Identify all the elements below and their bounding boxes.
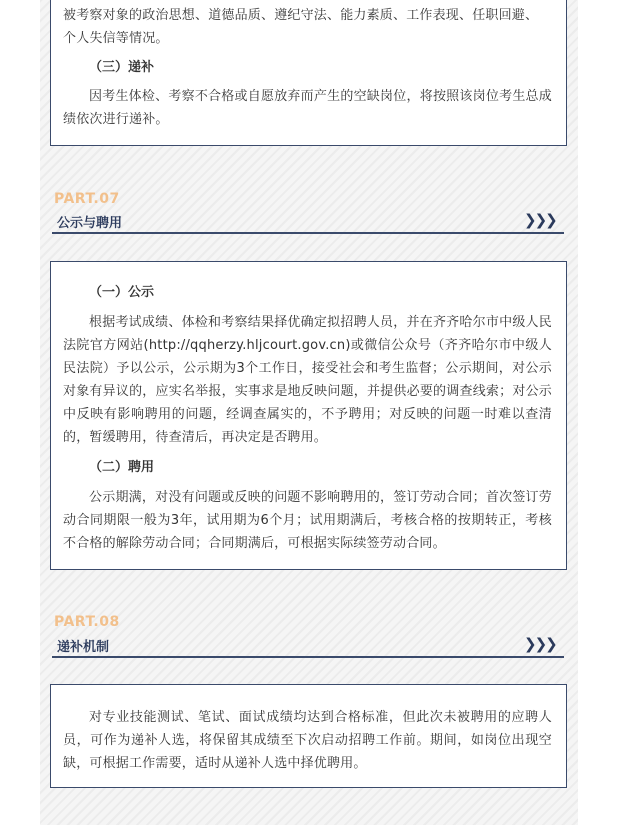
paragraph-text: 对专业技能测试、笔试、面试成绩均达到合格标准，但此次未被聘用的应聘人员，可作为递补人选，将保留其成绩至下次启动招聘工作前。期间，如岗位出现空缺，可根据工作需要，适时从递补人选中择优聘用。: [63, 710, 552, 771]
paragraph-text: 公示期满，对没有问题或反映的问题不影响聘用的，签订劳动合同；首次签订劳动合同期限一般为3年，试用期为6个月；试用期满后，考核合格的按期转正，考核不合格的解除劳动合同；合同期满后，可根据实际续签劳动合同。: [63, 490, 552, 551]
paragraph-text: 个人失信等情况。: [63, 31, 169, 46]
part-divider: [52, 232, 564, 234]
section-heading: （二）聘用: [89, 460, 155, 475]
section-heading: （一）公示: [89, 285, 155, 300]
part-divider: [52, 656, 564, 658]
content-box-publicity-employment: [50, 261, 567, 570]
part-title: 公示与聘用: [57, 216, 123, 231]
part-title: 递补机制: [57, 640, 110, 655]
chevron-right-icon: ❯❯❯: [524, 635, 556, 653]
chevron-right-icon: ❯❯❯: [524, 211, 556, 229]
content-box-recruitment-substitution: [50, 0, 567, 146]
part-number-label: PART.07: [54, 191, 120, 207]
section-heading: （三）递补: [89, 60, 155, 75]
paragraph-text: 被考察对象的政治思想、道德品质、遵纪守法、能力素质、工作表现、任职回避、: [63, 8, 539, 23]
part-number-label: PART.08: [54, 614, 120, 630]
paragraph-text: 因考生体检、考察不合格或自愿放弃而产生的空缺岗位，将按照该岗位考生总成绩依次进行递补。: [63, 89, 552, 127]
content-box-substitution-mechanism: [50, 684, 567, 788]
paragraph-text: 根据考试成绩、体检和考察结果择优确定拟招聘人员，并在齐齐哈尔市中级人民法院官方网站(http://qqherzy.hljcourt.gov.cn)或微信公众号（齐齐哈尔市中级人民法院）予以公示，公示期为3个工作日，接受社会和考生监督；公示期间，对公示对象有异议的，应实名举报，实事求是地反映问题，并提供必要的调查线索；对公示中反映有影响聘用的问题，经调查属实的，不予聘用；对反映的问题一时难以查清的，暂缓聘用，待查清后，再决定是否聘用。: [63, 315, 552, 445]
